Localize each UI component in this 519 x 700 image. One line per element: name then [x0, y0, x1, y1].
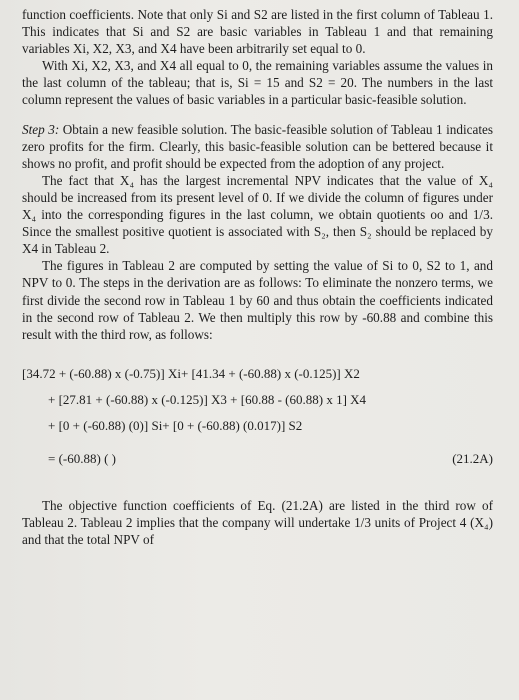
equation-21-2a [22, 365, 493, 467]
equation-line-1: [34.72 + (-60.88) x (-0.75)] Xi+ [41.34 + (-60.88) x (-0.125)] X2 [22, 365, 360, 381]
step-3-text: Obtain a new feasible solution. The basic-feasible solution of Tableau 1 indicates zero profits for the firm. Clearly, this basic-feasible solution can be bettered because it shows no profit, and profit should be expected from the adoption of any project. [22, 121, 493, 171]
equation-line-3: + [0 + (-60.88) (0)] Si+ [0 + (-60.88) (0.017)] S2 [48, 417, 303, 433]
step-3-label: Step 3: [22, 121, 60, 137]
paragraph-largest-npv: The fact that X₄ has the largest incremental NPV indicates that the value of X₄ should be increased from its present level of 0. If we divide the column of figures under X₄ into the corresponding figures in the last column, we obtain quotients oo and 1/3. Since the smallest positive quotient is associated with S₂, then S₂ should be replaced by X4 in Tableau 2. [22, 172, 493, 257]
paragraph-objective-coefficients: The objective function coefficients of Eq. (21.2A) are listed in the third row of Tableau 2. Tableau 2 implies that the company will undertake 1/3 units of Project 4 (X₄) and that the total NPV of [22, 497, 493, 547]
equation-number: (21.2A) [452, 450, 493, 466]
paragraph-basic-feasible-values: With Xi, X2, X3, and X4 all equal to 0, the remaining variables assume the values in the last column of the tableau; that is, Si = 15 and S2 = 20. The numbers in the last column represent the values of basic variables in a particular basic-feasible solution. [22, 58, 493, 108]
equation-result-row [22, 450, 493, 467]
paragraph-step-3 [22, 121, 493, 172]
equation-result: = (-60.88) ( ) [48, 450, 116, 466]
equation-line-2: + [27.81 + (-60.88) x (-0.125)] X3 + [60.88 - (60.88) x 1] X4 [48, 391, 367, 407]
paragraph-tableau-2-derivation: The figures in Tableau 2 are computed by setting the value of Si to 0, S2 to 1, and NPV to 0. The steps in the derivation are as follows: To eliminate the nonzero terms, we first divide the second row in Tableau 1 by 60 and thus obtain the coefficients indicated in the second row of Tableau 2. We then multiply this row by -60.88 and combine this result with the third row, as follows: [22, 258, 493, 342]
paragraph-basic-variables: function coefficients. Note that only Si and S2 are listed in the first column of Tableau 1. This indicates that Si and S2 are basic variables in Tableau 1 and that remaining variables Xi, X2, X3, and X4 have been arbitrarily set equal to 0. [22, 7, 493, 57]
